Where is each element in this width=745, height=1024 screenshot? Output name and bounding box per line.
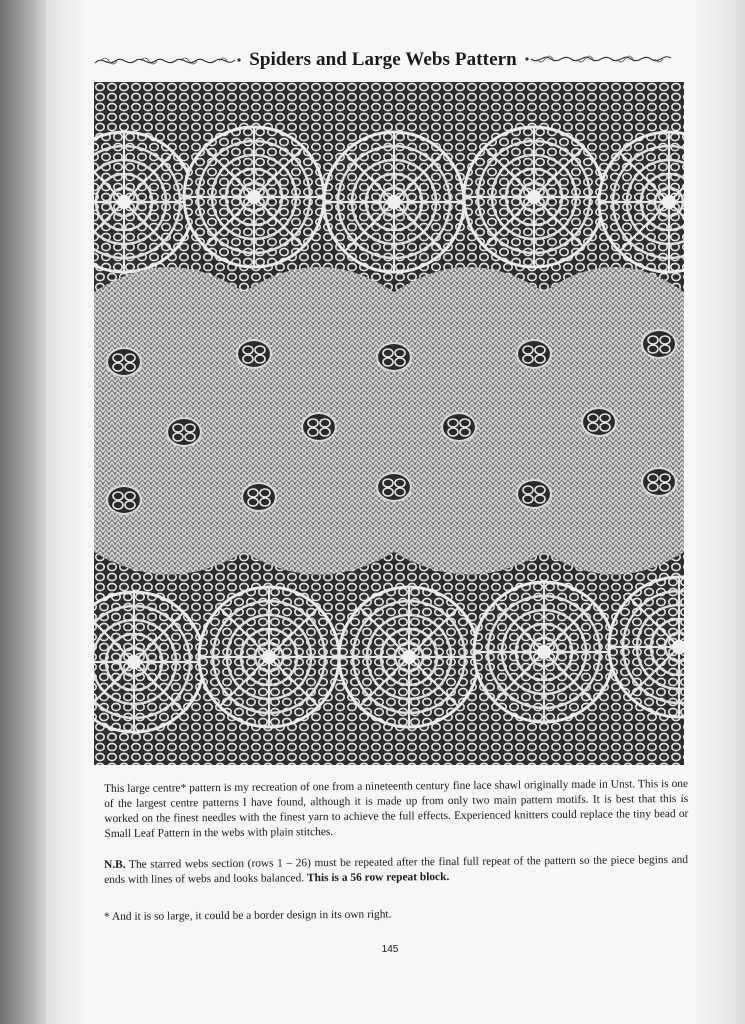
left-flourish-icon xyxy=(93,49,243,71)
pattern-description: This large centre* pattern is my recreation of one from a nineteenth century fine lace shawl originally made in Unst. This is one of the largest centre patterns I have found, although it is made up from only two main pattern motifs. It is best that this is worked on the finest needles with the finest yarn to achieve the full effects. Experienced knitters could replace the tiny bead or Small Leaf Pattern in the webs with plain stitches. xyxy=(104,778,689,841)
page-number: 145 xyxy=(381,944,399,955)
knitted-lace-photo xyxy=(94,82,684,765)
nb-note xyxy=(104,853,688,888)
nb-label: N.B. xyxy=(104,859,126,872)
page-header xyxy=(92,42,674,78)
footnote: * And it is so large, it could be a border design in its own right. xyxy=(104,908,392,924)
page-title: Spiders and Large Webs Pattern xyxy=(249,49,517,70)
nb-repeat-note: This is a 56 row repeat block. xyxy=(306,871,450,885)
nb-text: The starred webs section (rows 1 – 26) must be repeated after the final full repeat of the pattern so the piece begins and ends with lines of webs and looks balanced. xyxy=(104,854,689,887)
gutter-shadow xyxy=(0,0,46,1024)
right-flourish-icon xyxy=(523,49,673,71)
lace-pattern-image xyxy=(94,82,684,765)
